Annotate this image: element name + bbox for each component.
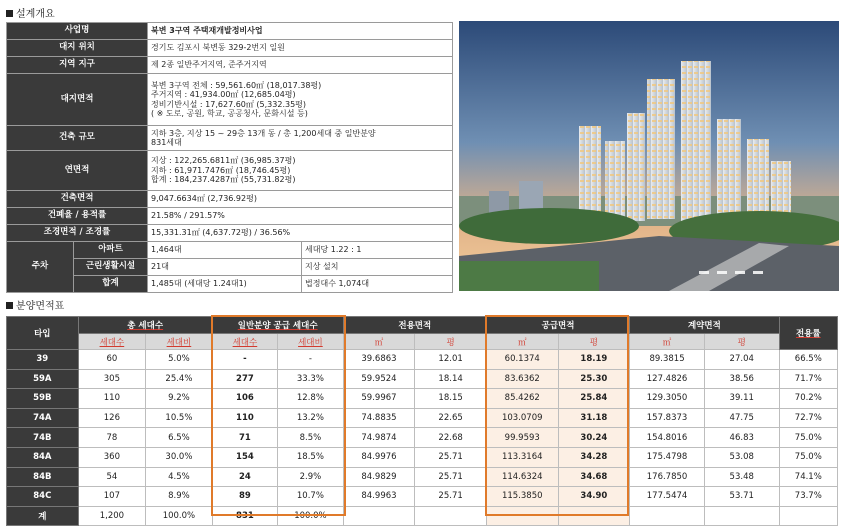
cell-rate: 10.5% (146, 408, 213, 428)
cell-rate: 100.0% (146, 506, 213, 526)
table-row (7, 447, 838, 467)
cell-ct-m2: 157.8373 (630, 408, 705, 428)
parking-retail-extra: 지상 설치 (302, 259, 453, 276)
cell-ex-m2: 74.9874 (343, 428, 415, 448)
row-type: 84B (7, 467, 79, 487)
col-total-header: 총 세대수 (78, 317, 212, 334)
parking-apt-extra: 세대당 1.22 : 1 (302, 242, 453, 259)
cell-ex-py: 25.71 (415, 447, 487, 467)
cell-ratio: 73.7% (779, 487, 837, 507)
col-ratio-header: 전용률 (779, 317, 837, 350)
cell-sp-m2: 113.3164 (486, 447, 558, 467)
cell-sp-m2: 85.4262 (486, 389, 558, 409)
cell-g-units: 106 (212, 389, 277, 409)
cell-ex-m2: 84.9963 (343, 487, 415, 507)
table-row (7, 408, 838, 428)
cell-ex-py: 22.68 (415, 428, 487, 448)
sub-g-rate: 세대비 (278, 334, 344, 350)
cell-ct-m2 (630, 506, 705, 526)
row-type: 74A (7, 408, 79, 428)
cell-g-units: 831 (212, 506, 277, 526)
parking-retail-value: 21대 (148, 259, 302, 276)
cell-ex-py: 18.15 (415, 389, 487, 409)
cell-ex-m2: 59.9967 (343, 389, 415, 409)
col-type-header: 타입 (7, 317, 79, 350)
cell-ct-m2: 89.3815 (630, 350, 705, 370)
table-row (7, 506, 838, 526)
cell-ct-m2: 175.4798 (630, 447, 705, 467)
cell-ratio: 75.0% (779, 447, 837, 467)
cell-units: 60 (78, 350, 146, 370)
cell-ex-m2: 74.8835 (343, 408, 415, 428)
scale-value: 지하 3층, 지상 15 ~ 29층 13개 동 / 총 1,200세대 중 일반분양 831세대 (148, 126, 453, 151)
sub-g-units: 세대수 (212, 334, 277, 350)
site-label: 대지 위치 (7, 40, 148, 57)
row-type: 39 (7, 350, 79, 370)
section-title-area: 분양면적표 (6, 297, 64, 312)
apartment-rendering-image (459, 21, 839, 291)
cell-sp-m2: 83.6362 (486, 369, 558, 389)
cell-ratio (779, 506, 837, 526)
coverage-ratio-label: 건폐율 / 용적률 (7, 208, 148, 225)
cell-g-units: 71 (212, 428, 277, 448)
cell-ct-m2: 127.4826 (630, 369, 705, 389)
cell-g-rate: - (278, 350, 344, 370)
parking-label: 주차 (7, 242, 74, 293)
parking-apt-value: 1,464대 (148, 242, 302, 259)
cell-sp-py: 25.84 (558, 389, 630, 409)
cell-g-units: 277 (212, 369, 277, 389)
sub-ex-py: 평 (415, 334, 487, 350)
parking-retail-label: 근린생활시설 (74, 259, 148, 276)
cell-ct-py: 46.83 (704, 428, 779, 448)
landscape-value: 15,331.31㎡ (4,637.72평) / 36.56% (148, 225, 453, 242)
table-row (7, 428, 838, 448)
cell-ex-py (415, 506, 487, 526)
parking-total-extra: 법정대수 1,074대 (302, 276, 453, 293)
sub-ex-m2: ㎡ (343, 334, 415, 350)
cell-sp-m2: 114.6324 (486, 467, 558, 487)
cell-ct-py: 53.71 (704, 487, 779, 507)
cell-units: 107 (78, 487, 146, 507)
table-row (7, 487, 838, 507)
cell-ct-py: 53.48 (704, 467, 779, 487)
row-type: 74B (7, 428, 79, 448)
sub-ct-py: 평 (704, 334, 779, 350)
zone-value: 제 2종 일반주거지역, 준주거지역 (148, 57, 453, 74)
cell-ct-py: 38.56 (704, 369, 779, 389)
cell-ratio: 66.5% (779, 350, 837, 370)
area-table (6, 316, 838, 526)
cell-g-rate: 33.3% (278, 369, 344, 389)
table-row (7, 350, 838, 370)
cell-sp-m2: 115.3850 (486, 487, 558, 507)
cell-sp-m2: 99.9593 (486, 428, 558, 448)
project-value: 북변 3구역 주택재개발정비사업 (148, 23, 453, 40)
table-row (7, 369, 838, 389)
land-label: 대지면적 (7, 74, 148, 126)
project-label: 사업명 (7, 23, 148, 40)
cell-ratio: 70.2% (779, 389, 837, 409)
row-type: 59B (7, 389, 79, 409)
cell-sp-m2: 103.0709 (486, 408, 558, 428)
cell-sp-py: 34.90 (558, 487, 630, 507)
cell-g-rate: 13.2% (278, 408, 344, 428)
cell-units: 78 (78, 428, 146, 448)
cell-ex-m2: 39.6863 (343, 350, 415, 370)
cell-g-units: 154 (212, 447, 277, 467)
cell-g-rate: 8.5% (278, 428, 344, 448)
floor-area-label: 연면적 (7, 151, 148, 191)
cell-ct-m2: 129.3050 (630, 389, 705, 409)
row-type: 84C (7, 487, 79, 507)
col-contract-header: 계약면적 (630, 317, 779, 334)
cell-g-rate: 18.5% (278, 447, 344, 467)
sub-rate: 세대비 (146, 334, 213, 350)
parking-total-value: 1,485대 (세대당 1.24대1) (148, 276, 302, 293)
cell-ex-py: 18.14 (415, 369, 487, 389)
cell-sp-py: 30.24 (558, 428, 630, 448)
col-general-header: 일반분양 공급 세대수 (212, 317, 343, 334)
cell-sp-py: 34.68 (558, 467, 630, 487)
cell-g-units: 110 (212, 408, 277, 428)
cell-sp-m2 (486, 506, 558, 526)
cell-rate: 25.4% (146, 369, 213, 389)
scale-label: 건축 규모 (7, 126, 148, 151)
cell-ct-py: 39.11 (704, 389, 779, 409)
cell-units: 305 (78, 369, 146, 389)
cell-g-rate: 12.8% (278, 389, 344, 409)
cell-g-rate: 2.9% (278, 467, 344, 487)
cell-ratio: 74.1% (779, 467, 837, 487)
parking-total-label: 합계 (74, 276, 148, 293)
cell-rate: 30.0% (146, 447, 213, 467)
cell-rate: 5.0% (146, 350, 213, 370)
cell-units: 126 (78, 408, 146, 428)
cell-ratio: 75.0% (779, 428, 837, 448)
floor-area-value: 지상 : 122,265.6811㎡ (36,985.37평) 지하 : 61,971.7476㎡ (18,746.45평) 합계 : 184,237.4287㎡ (55,731.82평) (148, 151, 453, 191)
cell-ct-m2: 177.5474 (630, 487, 705, 507)
zone-label: 지역 지구 (7, 57, 148, 74)
row-type: 84A (7, 447, 79, 467)
coverage-ratio-value: 21.58% / 291.57% (148, 208, 453, 225)
building-area-label: 건축면적 (7, 191, 148, 208)
cell-ct-py: 47.75 (704, 408, 779, 428)
cell-units: 1,200 (78, 506, 146, 526)
cell-ct-py: 27.04 (704, 350, 779, 370)
sub-sp-m2: ㎡ (486, 334, 558, 350)
row-type: 계 (7, 506, 79, 526)
cell-g-units: 24 (212, 467, 277, 487)
sub-ct-m2: ㎡ (630, 334, 705, 350)
cell-ex-py: 22.65 (415, 408, 487, 428)
cell-g-rate: 100.0% (278, 506, 344, 526)
land-value: 북변 3구역 전체 : 59,561.60㎡ (18,017.38평) 주거지역 : 41,934.00㎡ (12,685.04평) 정비기반시설 : 17,627.60㎡ (5,332.35평) ( ※ 도로, 공원, 학교, 공공청사, 문화시설 등) (148, 74, 453, 126)
cell-ex-m2: 84.9829 (343, 467, 415, 487)
cell-ex-py: 25.71 (415, 487, 487, 507)
cell-ex-m2: 84.9976 (343, 447, 415, 467)
site-value: 경기도 김포시 북변동 329-2번지 일원 (148, 40, 453, 57)
col-supply-header: 공급면적 (486, 317, 629, 334)
section-title-overview: 설계개요 (6, 5, 55, 20)
cell-rate: 4.5% (146, 467, 213, 487)
cell-rate: 8.9% (146, 487, 213, 507)
cell-g-units: 89 (212, 487, 277, 507)
cell-sp-py (558, 506, 630, 526)
cell-ratio: 72.7% (779, 408, 837, 428)
table-row (7, 389, 838, 409)
cell-ex-py: 12.01 (415, 350, 487, 370)
cell-ex-m2 (343, 506, 415, 526)
cell-ct-py (704, 506, 779, 526)
cell-units: 360 (78, 447, 146, 467)
sub-sp-py: 평 (558, 334, 630, 350)
cell-sp-py: 25.30 (558, 369, 630, 389)
cell-g-rate: 10.7% (278, 487, 344, 507)
cell-sp-py: 34.28 (558, 447, 630, 467)
cell-sp-m2: 60.1374 (486, 350, 558, 370)
cell-sp-py: 18.19 (558, 350, 630, 370)
building-area-value: 9,047.6634㎡ (2,736.92평) (148, 191, 453, 208)
cell-rate: 9.2% (146, 389, 213, 409)
cell-ct-m2: 154.8016 (630, 428, 705, 448)
table-row (7, 467, 838, 487)
parking-apt-label: 아파트 (74, 242, 148, 259)
cell-ct-m2: 176.7850 (630, 467, 705, 487)
row-type: 59A (7, 369, 79, 389)
col-exclusive-header: 전용면적 (343, 317, 486, 334)
cell-ratio: 71.7% (779, 369, 837, 389)
cell-ex-m2: 59.9524 (343, 369, 415, 389)
cell-units: 110 (78, 389, 146, 409)
cell-units: 54 (78, 467, 146, 487)
cell-g-units: - (212, 350, 277, 370)
cell-sp-py: 31.18 (558, 408, 630, 428)
cell-ct-py: 53.08 (704, 447, 779, 467)
overview-table (6, 22, 453, 293)
landscape-label: 조경면적 / 조경률 (7, 225, 148, 242)
sub-units: 세대수 (78, 334, 146, 350)
cell-ex-py: 25.71 (415, 467, 487, 487)
cell-rate: 6.5% (146, 428, 213, 448)
